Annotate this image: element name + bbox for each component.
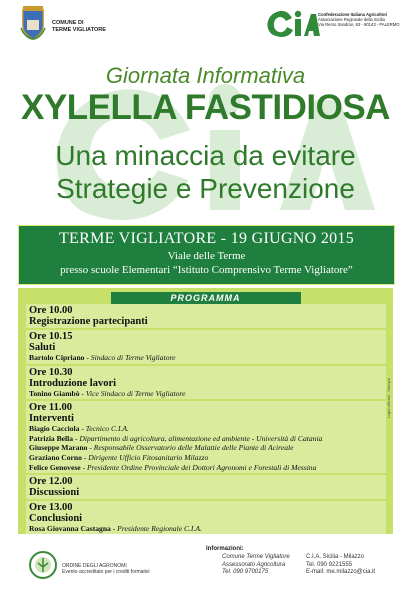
ordine-line2: Evento accreditato per i crediti formativi bbox=[62, 569, 150, 575]
side-note: Loghi ufficiali · Stampa bbox=[386, 378, 391, 419]
cia-info bbox=[318, 12, 400, 28]
subtitle-line1: Una minaccia da evitare bbox=[55, 140, 356, 171]
ordine-line1: ORDINE DEGLI AGRONOMI bbox=[62, 563, 127, 569]
info-comune-phone: Tel. 090 9700175 bbox=[222, 569, 269, 575]
programma-heading: PROGRAMMA bbox=[111, 292, 301, 304]
info-comune-line2: Assessorato Agricoltura bbox=[222, 561, 286, 568]
speaker-name: Rosa Giovanna Castagna bbox=[29, 524, 111, 534]
speaker-role: - Vice Sindaco di Terme Vigliatore bbox=[79, 388, 186, 398]
speaker-row bbox=[29, 434, 383, 444]
ordine-label bbox=[62, 563, 150, 575]
programma-title: Interventi bbox=[29, 413, 74, 425]
cia-line1: Confederazione Italiana Agricoltori bbox=[318, 12, 388, 17]
speaker-row bbox=[29, 443, 383, 453]
info-cia-line1: C.I.A. Sicilia - Milazzo bbox=[306, 554, 365, 560]
comune-crest-icon bbox=[20, 6, 46, 40]
programma-title: Conclusioni bbox=[29, 513, 83, 525]
programma-time: Ore 12.00 bbox=[29, 476, 73, 488]
programma-time: Ore 10.00 bbox=[29, 305, 73, 316]
speaker-row bbox=[29, 463, 383, 473]
header bbox=[0, 0, 411, 56]
speaker-role: - Dirigente Ufficio Fitosanitario Milazzo bbox=[81, 452, 209, 462]
title-giornata: Giornata Informativa bbox=[105, 63, 306, 88]
speaker-row bbox=[29, 389, 383, 399]
programma-time: Ore 10.30 bbox=[29, 366, 73, 378]
event-banner bbox=[18, 225, 395, 285]
info-comune-line1: Comune Terme Vigliatore bbox=[222, 554, 290, 560]
speaker-role: - Presidente Ordine Provinciale dei Dottori Agronomi e Forestali di Messina bbox=[80, 462, 317, 472]
comune-line1: COMUNE DI bbox=[52, 20, 84, 26]
programma-time: Ore 10.15 bbox=[29, 331, 73, 342]
comune-line2: TERME VIGLIATORE bbox=[52, 27, 106, 33]
speaker-row bbox=[29, 453, 383, 463]
info-cia-phone: Tel. 090 9221555 bbox=[306, 561, 353, 568]
programma-header bbox=[18, 288, 393, 301]
programma-title: Saluti bbox=[29, 342, 56, 353]
cia-line2: Associazione Regionale della Sicilia bbox=[318, 17, 385, 23]
programma-block bbox=[26, 330, 386, 364]
programma-time: Ore 11.00 bbox=[29, 402, 72, 414]
speaker-row bbox=[29, 424, 383, 434]
event-address: Viale delle Terme bbox=[167, 250, 246, 262]
programma-block bbox=[26, 366, 386, 400]
event-venue: presso scuole Elementari “Istituto Comprensivo Terme Vigliatore” bbox=[60, 264, 353, 276]
info-cia-email[interactable]: E-mail: me.milazzo@cia.it bbox=[306, 569, 376, 575]
programma-block bbox=[26, 401, 386, 473]
speaker-role: - Dipartimento di agricoltura, alimentazione ed ambiente - Università di Catania bbox=[73, 433, 323, 443]
speaker-name: Graziano Corno bbox=[29, 452, 82, 462]
speaker-role: - Tecnico C.I.A. bbox=[79, 424, 129, 434]
subtitle-line2: Strategie e Prevenzione bbox=[56, 173, 355, 204]
speaker-name: Biagio Cacciola bbox=[29, 424, 80, 434]
speaker-row bbox=[29, 353, 383, 363]
title-xylella: XYLELLA FASTIDIOSA bbox=[21, 88, 390, 127]
cia-logo-icon bbox=[262, 6, 320, 40]
speaker-row bbox=[29, 524, 383, 534]
programma-list bbox=[26, 304, 386, 537]
cia-line3: Via Remo Sandron, 63 - 90143 - PALERMO bbox=[318, 22, 400, 28]
programma-title: Registrazione partecipanti bbox=[29, 316, 148, 327]
speaker-role: - Presidente Regionale C.I.A. bbox=[110, 524, 202, 534]
info-title: Informazioni: bbox=[206, 546, 244, 552]
footer bbox=[0, 540, 411, 595]
programma-title: Discussioni bbox=[29, 487, 80, 499]
speaker-name: Giuseppe Marano bbox=[29, 443, 88, 453]
programma-block bbox=[26, 475, 386, 499]
speaker-role: - Responsabile Osservatorio delle Malattie delle Piante di Acireale bbox=[87, 443, 294, 453]
programma-block bbox=[26, 501, 386, 535]
ordine-agronomi-logo-icon bbox=[28, 550, 58, 580]
speaker-role: - Sindaco di Terme Vigliatore bbox=[84, 353, 176, 362]
programma-block bbox=[26, 304, 386, 328]
speaker-name: Patrizia Bella bbox=[29, 433, 74, 443]
info-comune bbox=[222, 554, 290, 577]
comune-label bbox=[52, 20, 106, 34]
programma-panel bbox=[18, 288, 393, 534]
programma-time: Ore 13.00 bbox=[29, 502, 73, 514]
programma-title: Introduzione lavori bbox=[29, 377, 117, 389]
info-cia bbox=[306, 554, 375, 577]
speaker-name: Felice Genovese bbox=[29, 462, 81, 472]
speaker-name: Tonino Giambò bbox=[29, 388, 80, 398]
speaker-name: Bartolo Cipriano bbox=[29, 353, 85, 362]
event-date: TERME VIGLIATORE - 19 GIUGNO 2015 bbox=[58, 230, 355, 247]
